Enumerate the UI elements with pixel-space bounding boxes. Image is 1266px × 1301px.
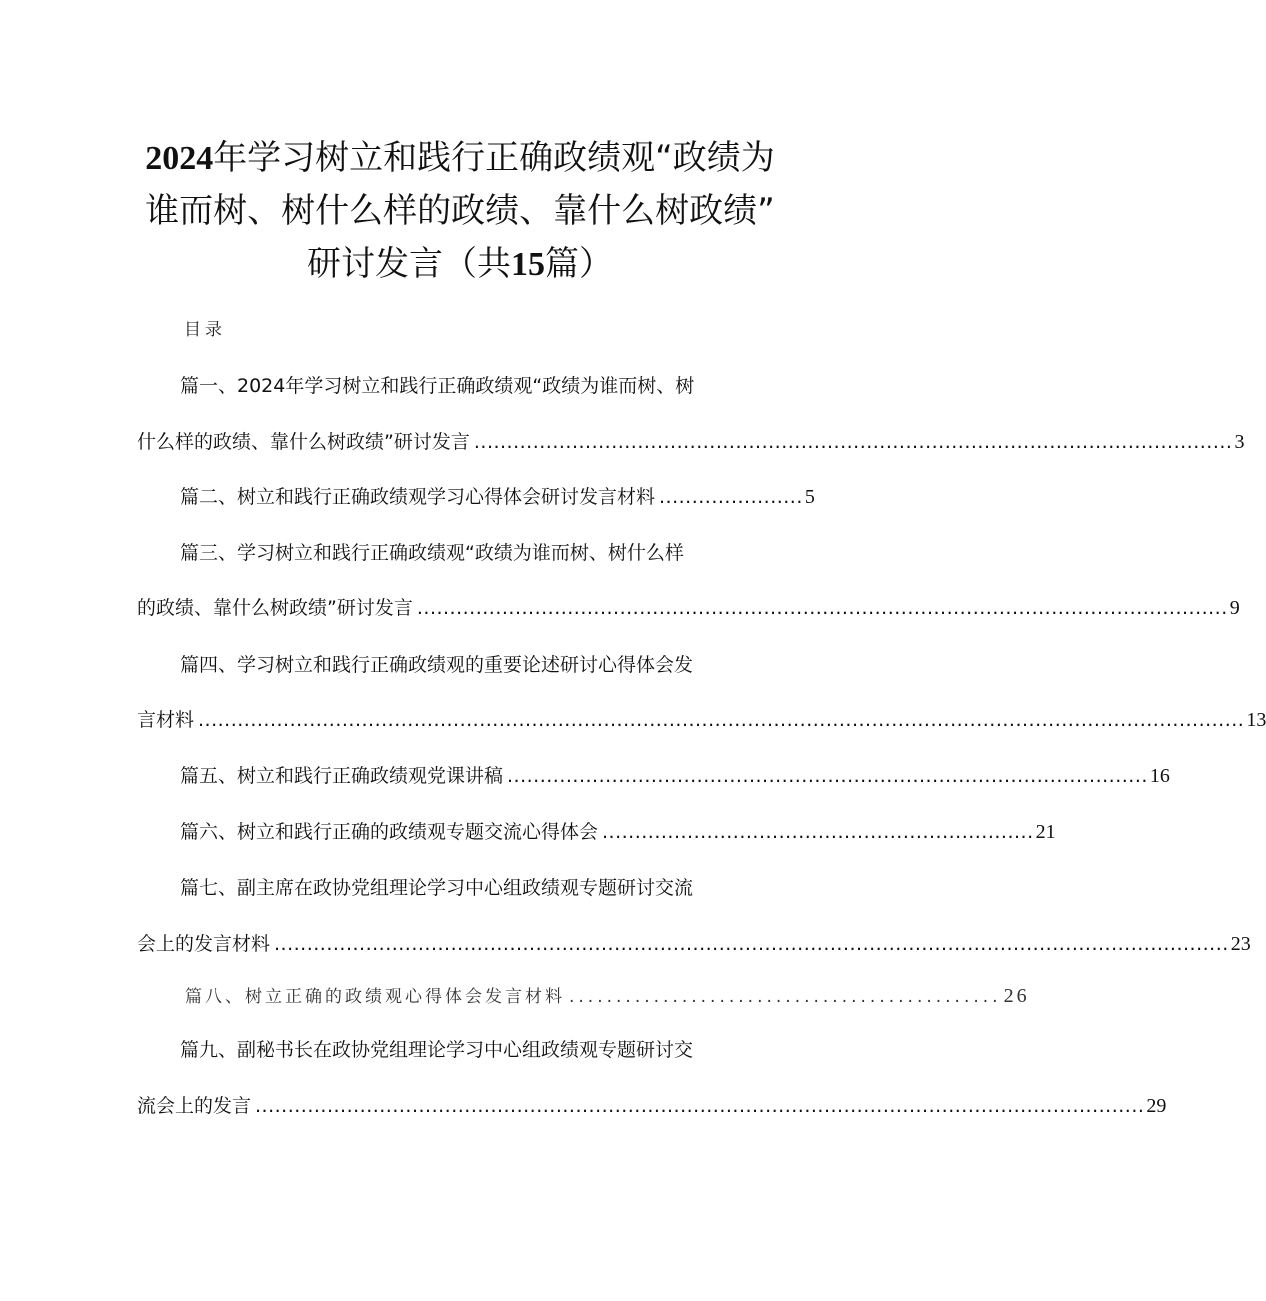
title-line-3 — [307, 244, 613, 284]
title-line-2: 谁而树、树什么样的政绩、靠什么树政绩” — [145, 191, 775, 231]
title-line-1-text: 年学习树立和践行正确政绩观“政绩为 — [213, 138, 775, 178]
toc-leader: ........................................................................................................................................ — [255, 1095, 1145, 1117]
toc-leader: ...................... — [659, 486, 803, 508]
toc-entry-9-title-part-2: 流会上的发言 — [137, 1095, 252, 1117]
toc-entry-4-title-part-2: 言材料 — [137, 709, 195, 731]
title-count: 15 — [511, 246, 545, 283]
title-line-1 — [145, 138, 775, 178]
toc-entry-4-line-1[interactable] — [180, 651, 740, 679]
toc-entry-3-title-part-2: 的政绩、靠什么树政绩”研讨发言 — [137, 597, 413, 619]
toc-leader: ................................................................................................................................................................ — [198, 709, 1245, 731]
toc-entry-4-title-part-1: 篇四、学习树立和践行正确政绩观的重要论述研讨心得体会发 — [180, 654, 694, 676]
toc-entry-2-line-1[interactable] — [180, 483, 815, 511]
toc-entry-9-line-2[interactable] — [137, 1092, 1167, 1120]
toc-leader: .................................................................. — [602, 821, 1034, 843]
toc-entry-3-title-part-1: 篇三、学习树立和践行正确政绩观“政绩为谁而树、树什么样 — [180, 542, 684, 564]
toc-leader: ............................................................................................................................ — [416, 597, 1228, 619]
toc-entry-5-page: 16 — [1149, 765, 1170, 787]
toc-entry-3-line-1[interactable] — [180, 539, 740, 567]
toc-label: 目录 — [184, 320, 226, 340]
toc-entry-4-page: 13 — [1246, 709, 1266, 731]
toc-entry-2-title: 篇二、树立和践行正确政绩观学习心得体会研讨发言材料 — [180, 486, 656, 508]
toc-entry-8-line-1[interactable] — [185, 982, 1030, 1010]
toc-entry-2-page: 5 — [804, 486, 815, 508]
toc-entry-9-line-1[interactable] — [180, 1036, 740, 1064]
toc-entry-4-line-2[interactable] — [137, 706, 1266, 734]
toc-entry-8-page: 26 — [1003, 985, 1030, 1007]
toc-entry-7-title-part-2: 会上的发言材料 — [137, 933, 271, 955]
title-line-3-post: 篇） — [545, 244, 613, 284]
toc-entry-9-page: 29 — [1146, 1095, 1167, 1117]
toc-entry-7-line-2[interactable] — [137, 930, 1251, 958]
toc-leader: .............................................. — [569, 987, 1002, 1007]
title-line-3-pre: 研讨发言（共 — [307, 244, 511, 284]
document-title — [100, 132, 820, 291]
toc-entry-1-line-1[interactable] — [180, 372, 740, 400]
toc-entry-3-page: 9 — [1229, 597, 1240, 619]
title-year: 2024 — [145, 140, 214, 177]
toc-entry-6-page: 21 — [1035, 821, 1056, 843]
toc-entry-5-line-1[interactable] — [180, 762, 1170, 790]
toc-entry-6-title: 篇六、树立和践行正确的政绩观专题交流心得体会 — [180, 821, 599, 843]
toc-entry-6-line-1[interactable] — [180, 818, 1056, 846]
toc-entry-1-title-part-2: 什么样的政绩、靠什么树政绩”研讨发言 — [137, 431, 470, 453]
toc-entry-1-page: 3 — [1234, 431, 1245, 453]
toc-leader: .................................................................................................................................................. — [274, 933, 1229, 955]
toc-leader: .................................................................................................................... — [473, 431, 1233, 453]
toc-entry-7-line-1[interactable] — [180, 874, 740, 902]
toc-entry-1-title-part-1: 篇一、2024年学习树立和践行正确政绩观“政绩为谁而树、树 — [180, 375, 695, 397]
toc-entry-3-line-2[interactable] — [137, 594, 1240, 622]
toc-entry-9-title-part-1: 篇九、副秘书长在政协党组理论学习中心组政绩观专题研讨交 — [180, 1039, 694, 1061]
toc-entry-7-title-part-1: 篇七、副主席在政协党组理论学习中心组政绩观专题研讨交流 — [180, 877, 694, 899]
toc-entry-1-line-2[interactable] — [137, 428, 1245, 456]
toc-entry-5-title: 篇五、树立和践行正确政绩观党课讲稿 — [180, 765, 504, 787]
toc-entry-7-page: 23 — [1230, 933, 1251, 955]
toc-leader: .................................................................................................. — [507, 765, 1148, 787]
toc-entry-8-title: 篇八、树立正确的政绩观心得体会发言材料 — [185, 987, 565, 1007]
